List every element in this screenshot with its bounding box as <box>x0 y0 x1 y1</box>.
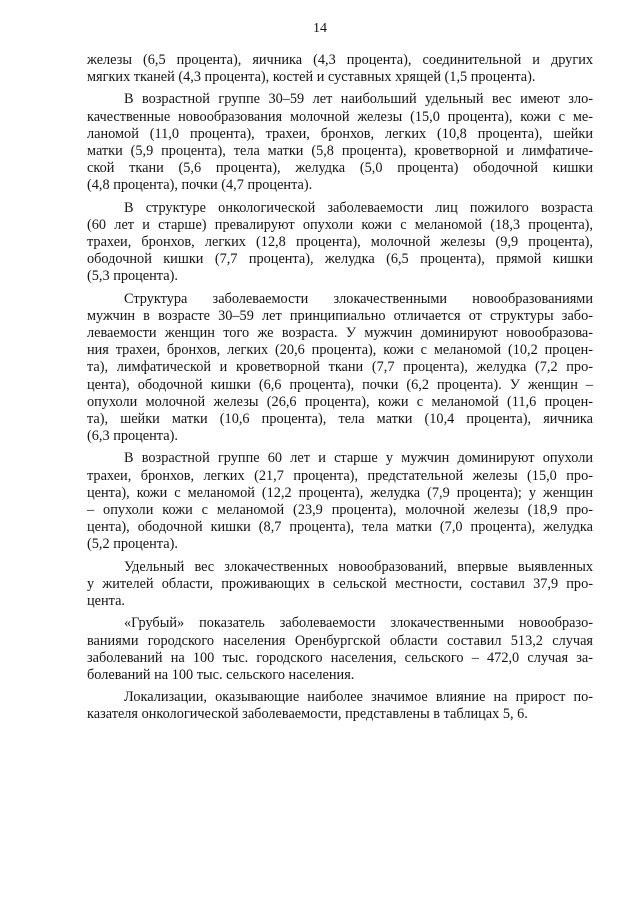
text-line: заболеваний на 100 тыс. городского населения, сельского – 472,0 случая за- <box>87 649 593 666</box>
text-line: цента), кожи с меланомой (12,2 процента), желудка (7,9 процента); у женщин <box>87 484 593 501</box>
text-line: (60 лет и старше) превалируют опухоли кожи с меланомой (18,3 процента), <box>87 216 593 233</box>
paragraph <box>87 200 593 286</box>
text-line: казателя онкологической заболеваемости, представлены в таблицах 5, 6. <box>87 706 528 723</box>
text-line: (5,3 процента). <box>87 268 178 285</box>
text-line: (4,8 процента), почки (4,7 процента). <box>87 177 313 194</box>
text-line: ния трахеи, бронхов, легких (20,6 процента), кожи с меланомой (10,2 процен- <box>87 342 593 359</box>
text-line: Локализации, оказывающие наиболее значимое влияние на прирост по- <box>124 689 593 706</box>
paragraph <box>87 291 593 446</box>
text-line: та), шейки матки (10,6 процента), тела матки (10,4 процента), яичника <box>87 411 593 428</box>
body-text <box>87 52 593 729</box>
paragraph <box>87 91 593 194</box>
text-line: леваемости женщин того же возраста. У мужчин доминируют новообразова- <box>87 325 593 342</box>
paragraph <box>87 52 593 86</box>
text-line: ваниями городского населения Оренбургской области составил 513,2 случая <box>87 632 593 649</box>
text-line: качественные новообразования молочной железы (15,0 процента), кожи с ме- <box>87 108 593 125</box>
paragraph <box>87 615 593 684</box>
text-line: В возрастной группе 30–59 лет наибольший удельный вес имеют зло- <box>124 91 593 108</box>
text-line: Удельный вес злокачественных новообразований, впервые выявленных <box>124 558 593 575</box>
text-line: болеваний на 100 тыс. сельского населения. <box>87 666 355 683</box>
text-line: опухоли молочной железы (26,6 процента), кожи с меланомой (11,6 процен- <box>87 393 593 410</box>
text-line: ской ткани (5,6 процента), желудка (5,0 процента) ободочной кишки <box>87 160 593 177</box>
paragraph <box>87 450 593 553</box>
text-line: мужчин в возрасте 30–59 лет принципиально отличается от структуры забо- <box>87 307 593 324</box>
text-line: В структуре онкологической заболеваемости лиц пожилого возраста <box>124 199 593 216</box>
text-line: ободочной кишки (7,7 процента), желудка (6,5 процента), прямой кишки <box>87 251 593 268</box>
text-line: Структура заболеваемости злокачественными новообразованиями <box>124 290 593 307</box>
text-line: у жителей области, проживающих в сельской местности, составил 37,9 про- <box>87 575 593 592</box>
page-number: 14 <box>313 21 327 36</box>
text-line: железы (6,5 процента), яичника (4,3 процента), соединительной и других <box>87 52 593 68</box>
text-line: трахеи, бронхов, легких (21,7 процента), предстательной железы (15,0 про- <box>87 467 593 484</box>
paragraph <box>87 559 593 611</box>
text-line: та), лимфатической и кроветворной ткани (7,7 процента), желудка (7,2 про- <box>87 359 593 376</box>
text-line: цента), ободочной кишки (8,7 процента), тела матки (7,0 процента), желудка <box>87 519 593 536</box>
text-line: «Грубый» показатель заболеваемости злокачественными новообразо- <box>124 615 593 632</box>
text-line: цента), ободочной кишки (6,6 процента), почки (6,2 процента). У женщин – <box>87 376 593 393</box>
text-line: мягких тканей (4,3 процента), костей и суставных хрящей (1,5 процента). <box>87 69 536 86</box>
text-line: (5,2 процента). <box>87 536 178 553</box>
paragraph <box>87 689 593 723</box>
text-line: ланомой (11,0 процента), трахеи, бронхов, легких (10,8 процента), шейки <box>87 125 593 142</box>
text-line: трахеи, бронхов, легких (12,8 процента), молочной железы (9,9 процента), <box>87 234 593 251</box>
text-line: матки (5,9 процента), тела матки (5,8 процента), кроветворной и лимфатиче- <box>87 143 593 160</box>
text-line: В возрастной группе 60 лет и старше у мужчин доминируют опухоли <box>124 450 593 467</box>
text-line: – опухоли кожи с меланомой (23,9 процента), молочной железы (18,9 про- <box>87 502 593 519</box>
text-line: (6,3 процента). <box>87 428 178 445</box>
text-line: цента. <box>87 593 125 610</box>
